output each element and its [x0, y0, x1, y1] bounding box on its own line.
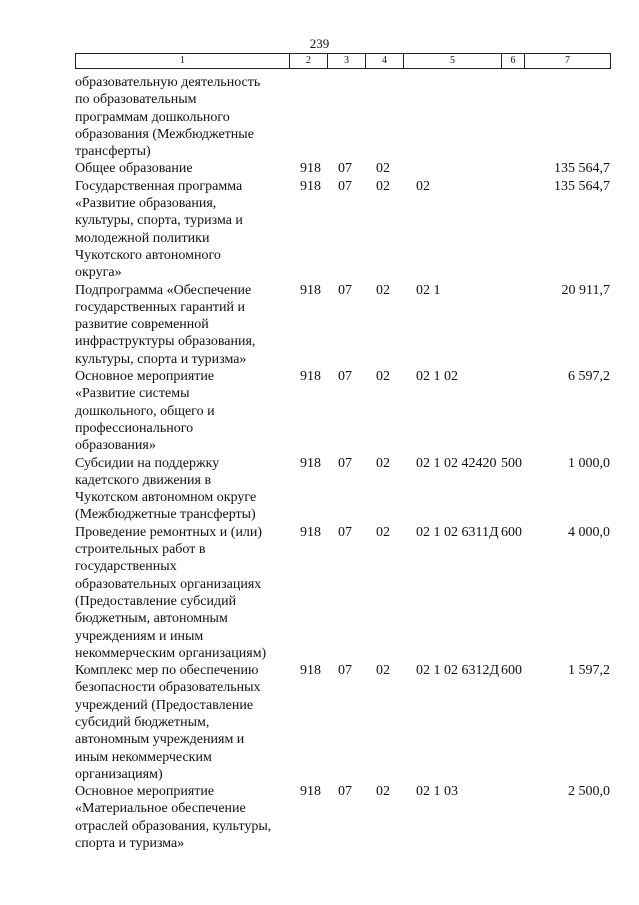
row-name — [75, 74, 289, 160]
table-body — [75, 74, 610, 852]
header-cell-4: 4 — [366, 54, 404, 69]
code-expense-type — [501, 74, 524, 160]
row-name-line: субсидий бюджетным, — [75, 714, 210, 730]
row-name-line: «Развитие образования, — [75, 196, 217, 212]
code-target-article: 02 — [416, 178, 430, 194]
amount: 20 911,7 — [561, 282, 610, 298]
code-subsection: 02 — [376, 369, 390, 385]
row-name-line: Субсидии на поддержку — [75, 455, 220, 471]
amount: 2 500,0 — [568, 784, 610, 800]
row-name-line: образования (Межбюджетные — [75, 126, 254, 142]
code-expense-type — [501, 178, 524, 282]
code-subsection: 02 — [376, 784, 390, 800]
row-name-line: развитие современной — [75, 317, 209, 333]
code-expense-type: 600 — [501, 524, 522, 540]
row-name-line: трансферты) — [75, 144, 151, 160]
code-subsection: 02 — [376, 161, 390, 177]
row-name-line: культуры, спорта, туризма и — [75, 213, 243, 229]
code-chapter: 918 — [300, 178, 321, 194]
row-name — [75, 783, 289, 852]
code-expense-type — [501, 282, 524, 368]
row-name-line: по образовательным — [75, 92, 197, 108]
row-name-line: Комплекс мер по обеспечению — [75, 663, 259, 679]
code-expense-type: 600 — [501, 663, 522, 679]
row-name — [75, 282, 289, 368]
row-name-line: государственных — [75, 559, 177, 575]
code-chapter: 918 — [300, 524, 321, 540]
code-expense-type — [501, 368, 524, 454]
row-name-line: Подпрограмма «Обеспечение — [75, 282, 252, 298]
row-name — [75, 368, 289, 454]
row-name — [75, 455, 289, 524]
row-name-line: молодежной политики — [75, 230, 210, 246]
table-row — [75, 662, 610, 783]
code-expense-type — [501, 160, 524, 177]
row-name-line: некоммерческим организациям) — [75, 645, 267, 661]
header-cell-1: 1 — [76, 54, 290, 69]
amount — [524, 74, 610, 160]
row-name-line: кадетского движения в — [75, 472, 212, 488]
table-row — [75, 160, 610, 177]
header-row — [76, 54, 611, 69]
amount: 4 000,0 — [568, 524, 610, 540]
header-cell-7: 7 — [525, 54, 611, 69]
row-name-line: профессионального — [75, 420, 194, 436]
row-name-line: строительных работ в — [75, 542, 206, 558]
code-section — [327, 74, 365, 160]
table-row — [75, 178, 610, 282]
amount: 1 597,2 — [568, 663, 610, 679]
row-name-line: (Межбюджетные трансферты) — [75, 507, 256, 523]
row-name-line: округа» — [75, 265, 122, 281]
code-section: 07 — [338, 161, 352, 177]
row-name — [75, 662, 289, 783]
code-section: 07 — [338, 663, 352, 679]
column-number-header — [75, 53, 611, 69]
row-name-line: учреждениям и иным — [75, 628, 204, 644]
row-name-line: безопасности образовательных — [75, 680, 261, 696]
code-section: 07 — [338, 178, 352, 194]
table-row — [75, 368, 610, 454]
code-section: 07 — [338, 282, 352, 298]
header-cell-3: 3 — [328, 54, 366, 69]
code-target-article: 02 1 02 42420 — [416, 455, 497, 471]
code-chapter — [289, 74, 327, 160]
code-expense-type — [501, 783, 524, 852]
header-cell-2: 2 — [290, 54, 328, 69]
amount: 6 597,2 — [568, 369, 610, 385]
row-name-line: образования» — [75, 438, 156, 454]
budget-table — [75, 74, 610, 852]
code-subsection: 02 — [376, 524, 390, 540]
code-expense-type: 500 — [501, 455, 522, 471]
row-name-line: государственных гарантий и — [75, 299, 245, 315]
code-target-article — [403, 160, 501, 177]
row-name-line: бюджетным, автономным — [75, 611, 228, 627]
code-section: 07 — [338, 369, 352, 385]
row-name-line: Чукотского автономного — [75, 247, 221, 263]
code-subsection — [365, 74, 403, 160]
table-row — [75, 455, 610, 524]
row-name-line: образовательную деятельность — [75, 75, 261, 90]
row-name-line: Государственная программа — [75, 178, 243, 194]
row-name-line: «Материальное обеспечение — [75, 801, 246, 817]
row-name-line: (Предоставление субсидий — [75, 593, 237, 609]
row-name-line: образовательных организациях — [75, 576, 262, 592]
code-subsection: 02 — [376, 178, 390, 194]
code-section: 07 — [338, 524, 352, 540]
code-subsection: 02 — [376, 455, 390, 471]
row-name-line: организациям) — [75, 766, 163, 782]
row-name-line: инфраструктуры образования, — [75, 334, 256, 350]
row-name-line: Чукотском автономном округе — [75, 490, 257, 506]
row-name-line: программам дошкольного — [75, 109, 230, 125]
amount: 1 000,0 — [568, 455, 610, 471]
code-section: 07 — [338, 455, 352, 471]
code-chapter: 918 — [300, 282, 321, 298]
table-row — [75, 524, 610, 662]
header-cell-6: 6 — [502, 54, 525, 69]
code-chapter: 918 — [300, 369, 321, 385]
row-name-line: Основное мероприятие — [75, 369, 215, 385]
row-name-line: спорта и туризма» — [75, 836, 185, 852]
table-row — [75, 783, 610, 852]
row-name-line: учреждений (Предоставление — [75, 697, 254, 713]
amount: 135 564,7 — [554, 178, 610, 194]
table-row — [75, 74, 610, 160]
row-name — [75, 178, 289, 282]
row-name-line: Проведение ремонтных и (или) — [75, 524, 263, 540]
code-target-article: 02 1 02 — [416, 369, 458, 385]
code-target-article: 02 1 — [416, 282, 441, 298]
code-section: 07 — [338, 784, 352, 800]
code-target-article: 02 1 03 — [416, 784, 458, 800]
row-name-line: дошкольного, общего и — [75, 403, 215, 419]
row-name-line: культуры, спорта и туризма» — [75, 351, 247, 367]
code-chapter: 918 — [300, 663, 321, 679]
row-name-line: отраслей образования, культуры, — [75, 818, 272, 834]
table-row — [75, 282, 610, 368]
code-target-article — [403, 74, 501, 160]
code-chapter: 918 — [300, 784, 321, 800]
code-target-article: 02 1 02 6312Д — [416, 663, 500, 679]
code-chapter: 918 — [300, 161, 321, 177]
row-name — [75, 524, 289, 662]
page-number: 239 — [309, 36, 330, 51]
code-subsection: 02 — [376, 663, 390, 679]
row-name-line: «Развитие системы — [75, 386, 190, 402]
row-name-line: Общее образование — [75, 161, 193, 177]
row-name-line: иным некоммерческим — [75, 749, 212, 765]
code-target-article: 02 1 02 6311Д — [416, 524, 499, 540]
row-name-line: Основное мероприятие — [75, 784, 215, 800]
row-name-line: автономным учреждениям и — [75, 732, 245, 748]
amount: 135 564,7 — [554, 161, 610, 177]
code-chapter: 918 — [300, 455, 321, 471]
row-name — [75, 160, 289, 177]
code-subsection: 02 — [376, 282, 390, 298]
header-cell-5: 5 — [404, 54, 502, 69]
